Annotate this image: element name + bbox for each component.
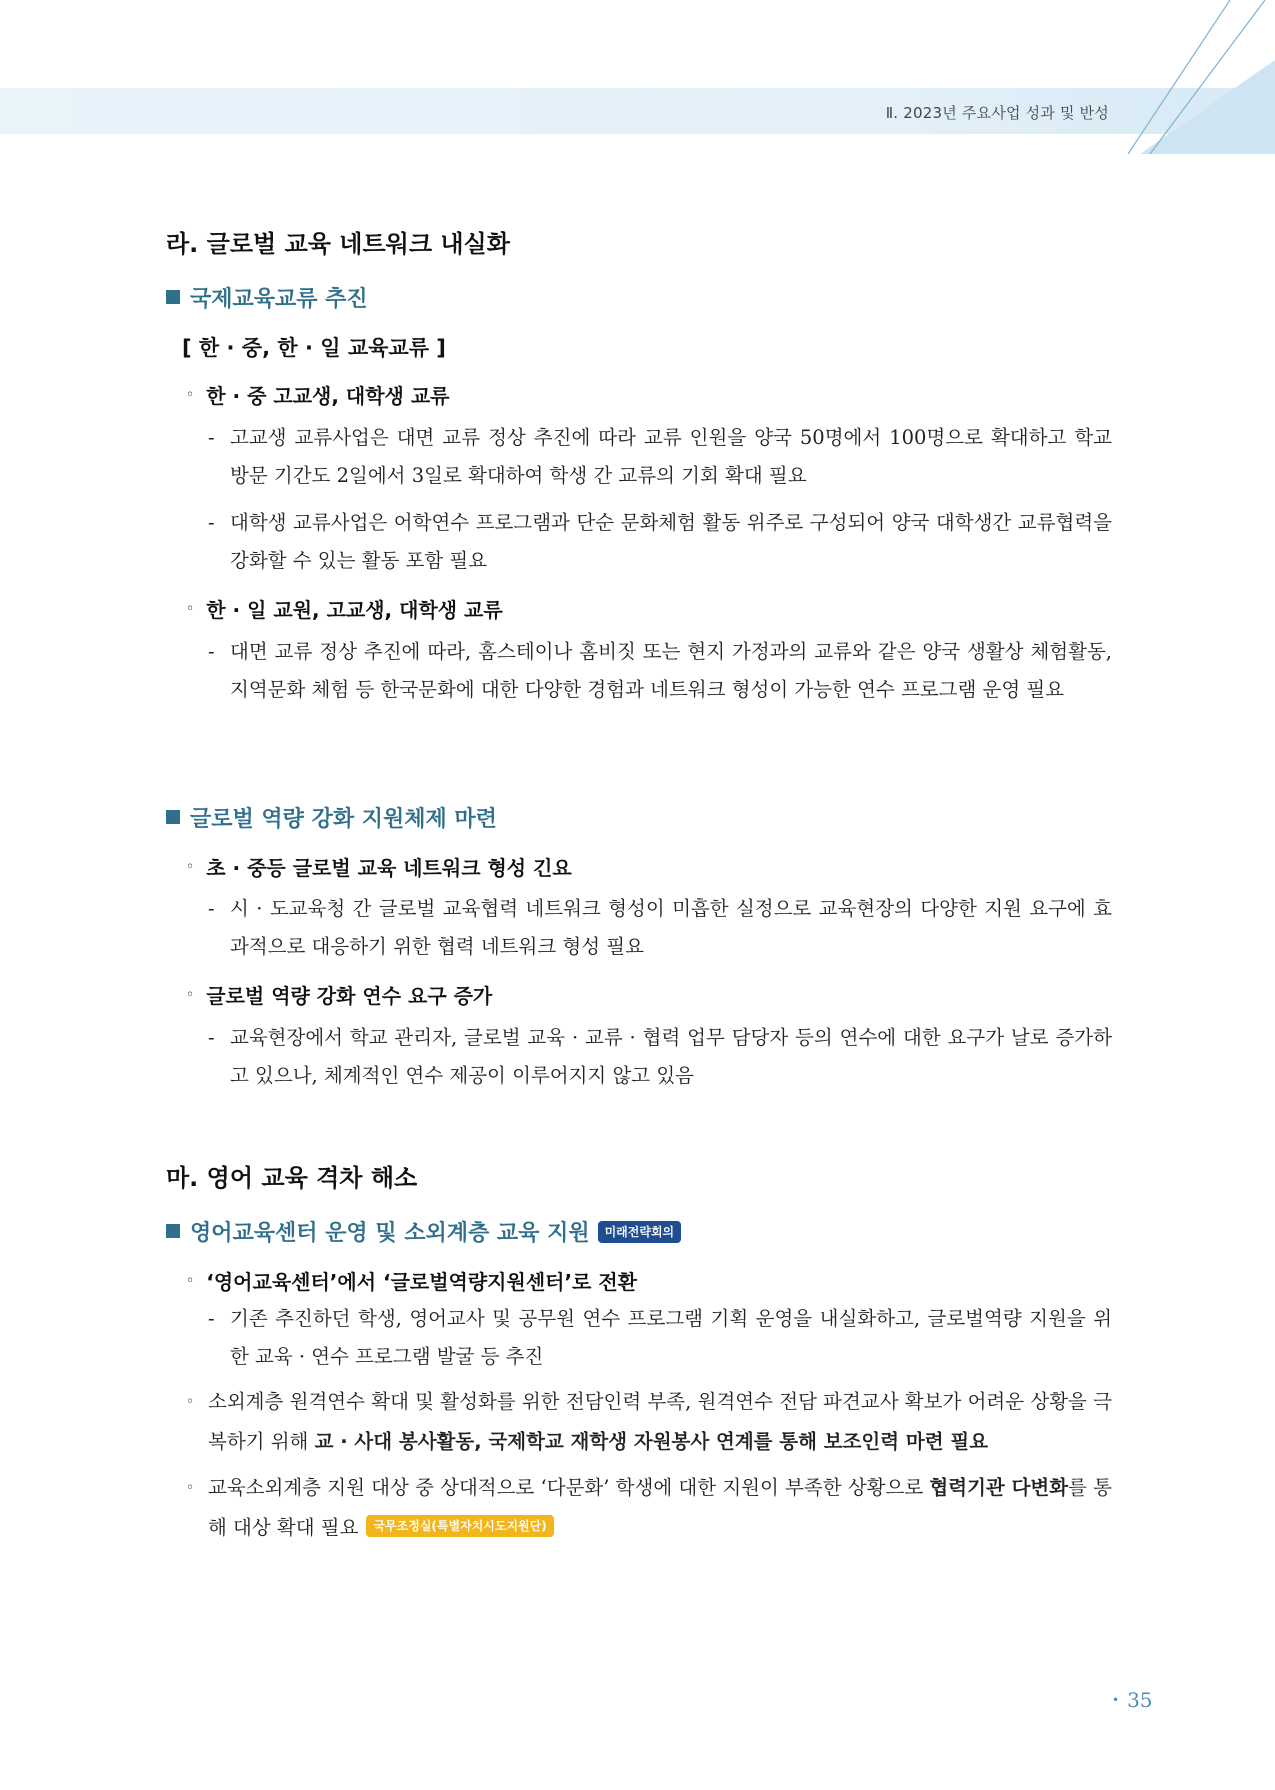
section-title-ra: 라. 글로벌 교육 네트워크 내실화	[166, 230, 510, 258]
subsection-3	[166, 1216, 681, 1247]
bullet-title: ‘영어교육센터’에서 ‘글로벌역량지원센터’로 전환	[206, 1270, 637, 1294]
paragraph-text	[208, 1382, 1112, 1462]
bullet-sub3-b1	[186, 1266, 637, 1295]
circle-bullet-icon: ◦	[186, 1394, 195, 1410]
subsection-2	[166, 802, 497, 833]
circle-bullet-icon: ◦	[186, 1480, 195, 1496]
square-bullet-icon	[166, 290, 180, 304]
paragraph-multicultural	[186, 1468, 1112, 1548]
bracket-heading: [ 한 · 중, 한 · 일 교육교류 ]	[182, 336, 446, 360]
subsection-3-title: 영어교육센터 운영 및 소외계층 교육 지원	[190, 1221, 590, 1246]
dash-marker: -	[208, 897, 215, 920]
paragraph-pre: 교육소외계층 지원 대상 중 상대적으로 ‘다문화’ 학생에 대한 지원이 부족한 상황으로	[208, 1476, 930, 1499]
dash-text: 대면 교류 정상 추진에 따라, 홈스테이나 홈비짓 또는 현지 가정과의 교류와 같은 양국 생활상 체험활동, 지역문화 체험 등 한국문화에 대한 다양한 경험과 네트워크 형성이 가능한 연수 프로그램 운영 필요	[230, 640, 1112, 701]
paragraph-bold: 협력기관 다변화	[929, 1476, 1069, 1499]
paragraph-bold: 교 · 사대 봉사활동, 국제학교 재학생 자원봉사 연계를 통해 보조인력 마련 필요	[314, 1430, 989, 1453]
circle-bullet-icon: ◦	[186, 987, 195, 1003]
dash-item	[208, 1300, 1112, 1376]
dash-item	[208, 633, 1112, 709]
bullet-sub1-b1	[186, 380, 449, 409]
subsection-1	[166, 282, 368, 313]
dash-item	[208, 419, 1112, 495]
dash-marker: -	[208, 511, 215, 534]
bullet-title: 글로벌 역량 강화 연수 요구 증가	[206, 984, 493, 1008]
bullet-sub2-b1	[186, 852, 572, 881]
subsection-2-title: 글로벌 역량 강화 지원체제 마련	[190, 807, 497, 832]
page-number-value: 35	[1127, 1688, 1153, 1712]
bullet-sub1-b2	[186, 594, 503, 623]
badge-future-strategy: 미래전략회의	[598, 1221, 682, 1243]
dash-marker: -	[208, 640, 215, 663]
section-title-ma: 마. 영어 교육 격차 해소	[166, 1164, 418, 1192]
square-bullet-icon	[166, 810, 180, 824]
dash-text: 고교생 교류사업은 대면 교류 정상 추진에 따라 교류 인원을 양국 50명에서 100명으로 확대하고 학교 방문 기간도 2일에서 3일로 확대하여 학생 간 교류의 기회 확대 필요	[230, 426, 1112, 487]
paragraph-post: 를 통해 대상 확대 필요	[208, 1476, 1112, 1539]
header-decoration	[0, 0, 1275, 160]
subsection-1-title: 국제교육교류 추진	[190, 287, 368, 312]
bullet-sub2-b2	[186, 980, 492, 1009]
paragraph-text	[208, 1468, 1112, 1548]
page-dot-icon: •	[1112, 1693, 1120, 1707]
badge-pm-office: 국무조정실(특별자치시도지원단)	[366, 1515, 553, 1537]
bullet-title: 초 · 중등 글로벌 교육 네트워크 형성 긴요	[206, 856, 572, 880]
dash-marker: -	[208, 1307, 215, 1330]
page-number	[1112, 1688, 1153, 1712]
bullet-title: 한 · 일 교원, 고교생, 대학생 교류	[206, 598, 503, 622]
paragraph-remote-training	[186, 1382, 1112, 1462]
dash-text: 대학생 교류사업은 어학연수 프로그램과 단순 문화체험 활동 위주로 구성되어 양국 대학생간 교류협력을 강화할 수 있는 활동 포함 필요	[230, 511, 1112, 572]
dash-marker: -	[208, 1026, 215, 1049]
dash-text: 시 · 도교육청 간 글로벌 교육협력 네트워크 형성이 미흡한 실정으로 교육현장의 다양한 지원 요구에 효과적으로 대응하기 위한 협력 네트워크 형성 필요	[230, 897, 1112, 958]
dash-item	[208, 1019, 1112, 1095]
bullet-title: 한 · 중 고교생, 대학생 교류	[206, 384, 450, 408]
dash-text: 기존 추진하던 학생, 영어교사 및 공무원 연수 프로그램 기획 운영을 내실화하고, 글로벌역량 지원을 위한 교육 · 연수 프로그램 발굴 등 추진	[230, 1307, 1112, 1368]
circle-bullet-icon: ◦	[186, 601, 195, 617]
dash-item	[208, 890, 1112, 966]
dash-item	[208, 504, 1112, 580]
chapter-header: Ⅱ. 2023년 주요사업 성과 및 반성	[885, 104, 1109, 122]
circle-bullet-icon: ◦	[186, 1273, 195, 1289]
square-bullet-icon	[166, 1224, 180, 1238]
dash-text: 교육현장에서 학교 관리자, 글로벌 교육 · 교류 · 협력 업무 담당자 등의 연수에 대한 요구가 날로 증가하고 있으나, 체계적인 연수 제공이 이루어지지 않고 있음	[230, 1026, 1112, 1087]
paragraph-pre: 소외계층 원격연수 확대 및 활성화를 위한 전담인력 부족, 원격연수 전담 파견교사 확보가 어려운 상황을 극복하기 위해	[208, 1390, 1112, 1453]
circle-bullet-icon: ◦	[186, 859, 195, 875]
circle-bullet-icon: ◦	[186, 387, 195, 403]
dash-marker: -	[208, 426, 215, 449]
